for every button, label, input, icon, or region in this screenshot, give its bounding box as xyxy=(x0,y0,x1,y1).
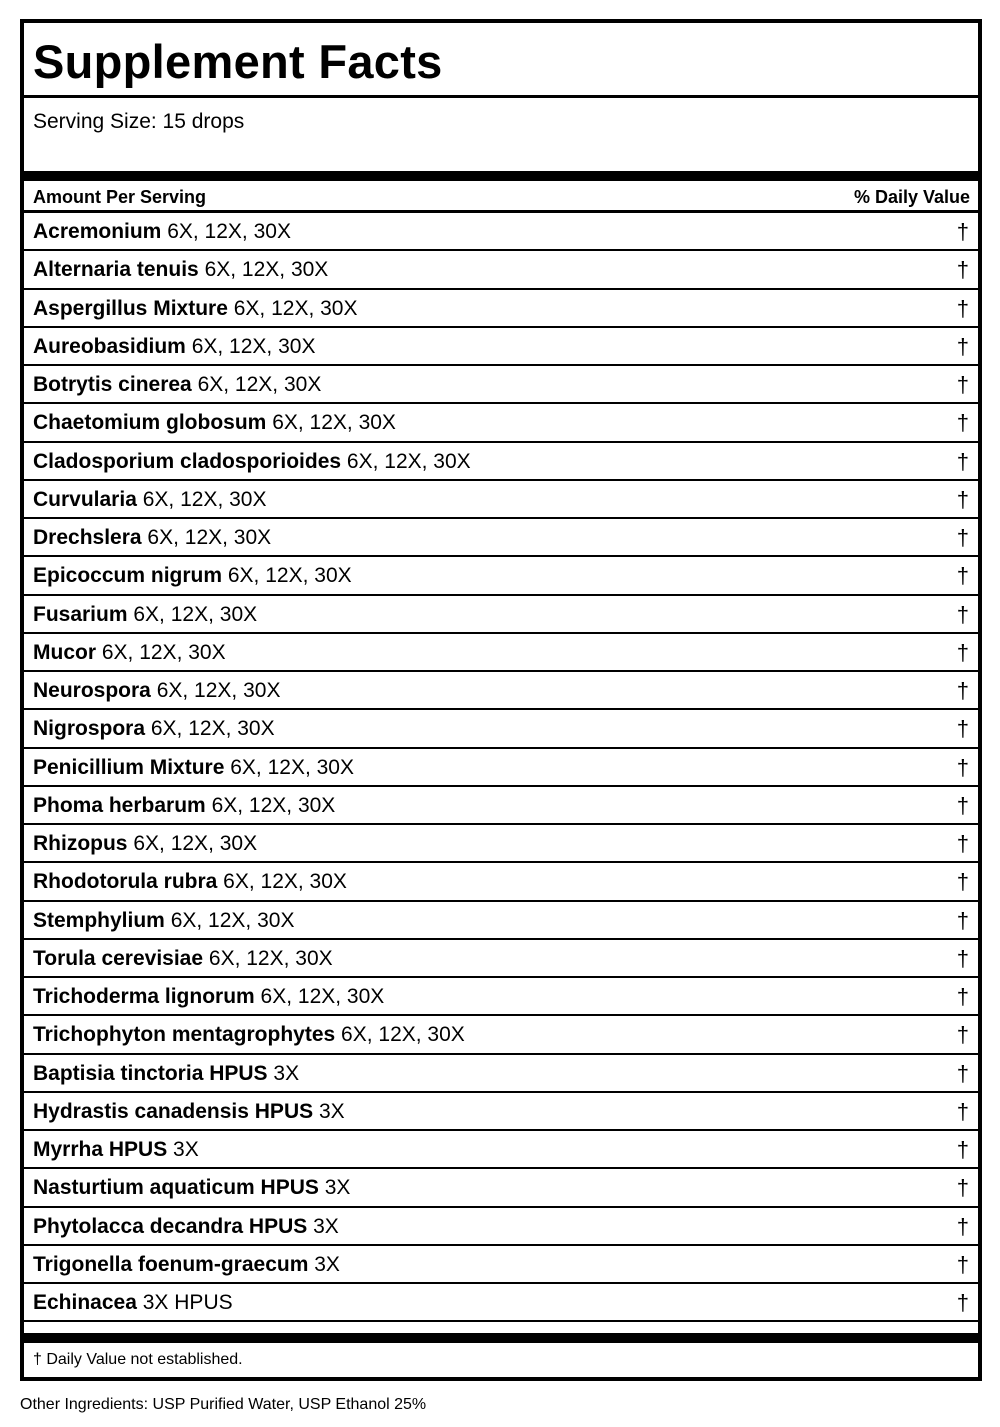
ingredient-text xyxy=(33,1022,465,1048)
ingredient-potency: 6X, 12X, 30X xyxy=(341,1023,465,1047)
ingredient-potency: 6X, 12X, 30X xyxy=(230,755,354,779)
daily-value-dagger: † xyxy=(956,869,969,895)
ingredient-text xyxy=(33,257,328,283)
ingredient-text xyxy=(33,410,396,436)
ingredient-name: Curvularia xyxy=(33,487,137,511)
daily-value-dagger: † xyxy=(956,525,969,550)
ingredient-potency: 6X, 12X, 30X xyxy=(156,679,281,702)
ingredient-text xyxy=(33,1252,340,1278)
ingredient-text xyxy=(33,640,226,666)
ingredient-potency: 6X, 12X, 30X xyxy=(211,793,336,817)
ingredient-text xyxy=(33,1061,299,1087)
daily-value-footnote: † Daily Value not established. xyxy=(33,1351,243,1368)
ingredient-potency: 3X xyxy=(314,1252,340,1276)
ingredient-list xyxy=(24,213,978,1322)
ingredient-row xyxy=(24,404,978,442)
daily-value-dagger: † xyxy=(956,1022,969,1048)
daily-value-dagger: † xyxy=(956,1175,969,1201)
ingredient-potency: 6X, 12X, 30X xyxy=(147,526,272,549)
daily-value-dagger: † xyxy=(956,1251,969,1277)
ingredient-text xyxy=(33,563,352,589)
ingredient-potency: 6X, 12X, 30X xyxy=(346,449,471,473)
daily-value-dagger: † xyxy=(956,831,969,856)
ingredient-name: Cladosporium cladosporioides xyxy=(33,449,342,473)
ingredient-text xyxy=(33,869,347,895)
ingredient-row xyxy=(24,1284,978,1322)
ingredient-potency: 6X, 12X, 30X xyxy=(191,334,316,358)
thick-divider-bottom xyxy=(24,1333,978,1343)
ingredient-row xyxy=(24,1055,978,1093)
daily-value-dagger: † xyxy=(956,754,969,780)
ingredient-row xyxy=(24,213,978,251)
ingredient-row xyxy=(24,443,978,481)
amount-per-serving-header: Amount Per Serving xyxy=(33,187,207,207)
ingredient-row xyxy=(24,328,978,366)
ingredient-row xyxy=(24,1169,978,1207)
daily-value-dagger: † xyxy=(956,601,969,627)
ingredient-name: Penicillium Mixture xyxy=(33,755,225,779)
daily-value-dagger: † xyxy=(956,219,969,244)
ingredient-text xyxy=(33,372,321,398)
ingredient-text xyxy=(33,1214,339,1240)
ingredient-potency: 3X xyxy=(324,1176,351,1200)
ingredient-text xyxy=(33,831,257,857)
daily-value-dagger: † xyxy=(956,448,969,474)
ingredient-text xyxy=(33,487,266,513)
ingredient-potency: 6X, 12X, 30X xyxy=(223,870,347,894)
ingredient-text xyxy=(33,946,333,972)
ingredient-name: Rhizopus xyxy=(33,832,128,855)
ingredient-potency: 6X, 12X, 30X xyxy=(204,258,329,282)
daily-value-dagger: † xyxy=(956,333,969,359)
ingredient-name: Nasturtium aquaticum HPUS xyxy=(33,1176,319,1200)
ingredient-row xyxy=(24,519,978,557)
ingredient-row xyxy=(24,634,978,672)
daily-value-dagger: † xyxy=(956,563,969,589)
ingredient-text xyxy=(33,1290,233,1316)
daily-value-dagger: † xyxy=(956,984,969,1009)
ingredient-potency: 6X, 12X, 30X xyxy=(233,296,358,320)
ingredient-row xyxy=(24,1208,978,1246)
ingredient-name: Acremonium xyxy=(33,220,162,243)
ingredient-name: Aspergillus Mixture xyxy=(33,296,228,320)
ingredient-name: Drechslera xyxy=(33,526,142,549)
daily-value-dagger: † xyxy=(956,945,969,971)
ingredient-text xyxy=(33,755,354,781)
ingredient-row xyxy=(24,825,978,863)
daily-value-dagger: † xyxy=(956,372,969,397)
ingredient-name: Nigrospora xyxy=(33,717,146,741)
ingredient-name: Phoma herbarum xyxy=(33,793,206,817)
ingredient-name: Phytolacca decandra HPUS xyxy=(33,1214,308,1238)
daily-value-header: % Daily Value xyxy=(853,187,970,207)
daily-value-dagger: † xyxy=(956,907,969,933)
ingredient-row xyxy=(24,290,978,328)
ingredient-name: Trichophyton mentagrophytes xyxy=(33,1023,336,1047)
daily-value-dagger: † xyxy=(956,1137,969,1162)
ingredient-row xyxy=(24,749,978,787)
ingredient-potency: 3X xyxy=(173,1138,199,1161)
ingredient-name: Neurospora xyxy=(33,679,151,702)
ingredient-name: Baptisia tinctoria HPUS xyxy=(33,1061,268,1085)
ingredient-name: Botrytis cinerea xyxy=(33,373,192,396)
ingredient-row xyxy=(24,940,978,978)
ingredient-potency: 6X, 12X, 30X xyxy=(170,908,295,932)
ingredient-potency: 6X, 12X, 30X xyxy=(227,564,352,588)
daily-value-dagger: † xyxy=(956,1060,969,1086)
ingredient-potency: 6X, 12X, 30X xyxy=(101,640,226,664)
ingredient-row xyxy=(24,902,978,940)
ingredient-text xyxy=(33,219,291,245)
ingredient-text xyxy=(33,908,294,934)
ingredient-name: Rhodotorula rubra xyxy=(33,870,218,894)
ingredient-potency: 6X, 12X, 30X xyxy=(133,832,258,855)
ingredient-name: Myrrha HPUS xyxy=(33,1138,168,1161)
ingredient-row xyxy=(24,251,978,289)
ingredient-text xyxy=(33,984,384,1010)
ingredient-name: Trigonella foenum-graecum xyxy=(33,1252,309,1276)
daily-value-dagger: † xyxy=(956,716,969,742)
daily-value-dagger: † xyxy=(956,1290,969,1315)
ingredient-row xyxy=(24,787,978,825)
ingredient-potency: 3X xyxy=(313,1214,339,1238)
ingredient-name: Epicoccum nigrum xyxy=(33,564,223,588)
supplement-facts-panel xyxy=(20,19,982,1381)
ingredient-name: Mucor xyxy=(33,640,96,664)
serving-size: Serving Size: 15 drops xyxy=(33,110,245,133)
ingredient-text xyxy=(33,525,271,551)
daily-value-dagger: † xyxy=(956,792,969,818)
other-ingredients: Other Ingredients: USP Purified Water, USP Ethanol 25% xyxy=(20,1396,427,1413)
ingredient-row xyxy=(24,1016,978,1054)
ingredient-row xyxy=(24,672,978,710)
ingredient-name: Echinacea xyxy=(33,1291,137,1314)
ingredient-row xyxy=(24,1246,978,1284)
ingredient-text xyxy=(33,296,358,322)
ingredient-row xyxy=(24,1131,978,1169)
ingredient-text xyxy=(33,334,315,360)
ingredient-name: Torula cerevisiae xyxy=(33,946,204,970)
ingredient-name: Hydrastis canadensis HPUS xyxy=(33,1099,314,1123)
daily-value-dagger: † xyxy=(956,295,969,321)
ingredient-potency: 6X, 12X, 30X xyxy=(208,946,333,970)
ingredient-text xyxy=(33,1175,350,1201)
ingredient-name: Stemphylium xyxy=(33,908,165,932)
ingredient-potency: 6X, 12X, 30X xyxy=(167,220,291,243)
thick-divider-top xyxy=(24,171,978,181)
daily-value-dagger: † xyxy=(956,257,969,283)
ingredient-potency: 6X, 12X, 30X xyxy=(197,373,322,396)
ingredient-row xyxy=(24,710,978,748)
ingredient-text xyxy=(33,602,257,628)
ingredient-name: Aureobasidium xyxy=(33,334,186,358)
ingredient-potency: 3X xyxy=(318,1099,345,1123)
ingredient-potency: 3X HPUS xyxy=(142,1291,233,1314)
ingredient-potency: 6X, 12X, 30X xyxy=(150,717,275,741)
panel-title: Supplement Facts xyxy=(33,35,443,88)
ingredient-potency: 6X, 12X, 30X xyxy=(142,487,267,511)
ingredient-row xyxy=(24,481,978,519)
ingredient-row xyxy=(24,863,978,901)
ingredient-name: Fusarium xyxy=(33,602,128,626)
ingredient-row xyxy=(24,596,978,634)
ingredient-name: Trichoderma lignorum xyxy=(33,985,255,1008)
ingredient-name: Alternaria tenuis xyxy=(33,258,199,282)
daily-value-dagger: † xyxy=(956,639,969,665)
daily-value-dagger: † xyxy=(956,1098,969,1124)
ingredient-potency: 3X xyxy=(273,1061,300,1085)
daily-value-dagger: † xyxy=(956,486,969,512)
ingredient-text xyxy=(33,716,275,742)
ingredient-text xyxy=(33,1137,199,1163)
daily-value-dagger: † xyxy=(956,1213,969,1239)
title-divider xyxy=(24,95,978,98)
column-header-row xyxy=(24,181,978,213)
ingredient-row xyxy=(24,978,978,1016)
ingredient-row xyxy=(24,1093,978,1131)
ingredient-potency: 6X, 12X, 30X xyxy=(133,602,258,626)
daily-value-dagger: † xyxy=(956,678,969,703)
daily-value-dagger: † xyxy=(956,410,969,436)
ingredient-potency: 6X, 12X, 30X xyxy=(260,985,385,1008)
ingredient-text xyxy=(33,678,280,704)
ingredient-potency: 6X, 12X, 30X xyxy=(272,411,396,435)
ingredient-text xyxy=(33,793,335,819)
ingredient-text xyxy=(33,1099,345,1125)
ingredient-row xyxy=(24,557,978,595)
ingredient-row xyxy=(24,366,978,404)
ingredient-name: Chaetomium globosum xyxy=(33,411,267,435)
ingredient-text xyxy=(33,449,471,475)
